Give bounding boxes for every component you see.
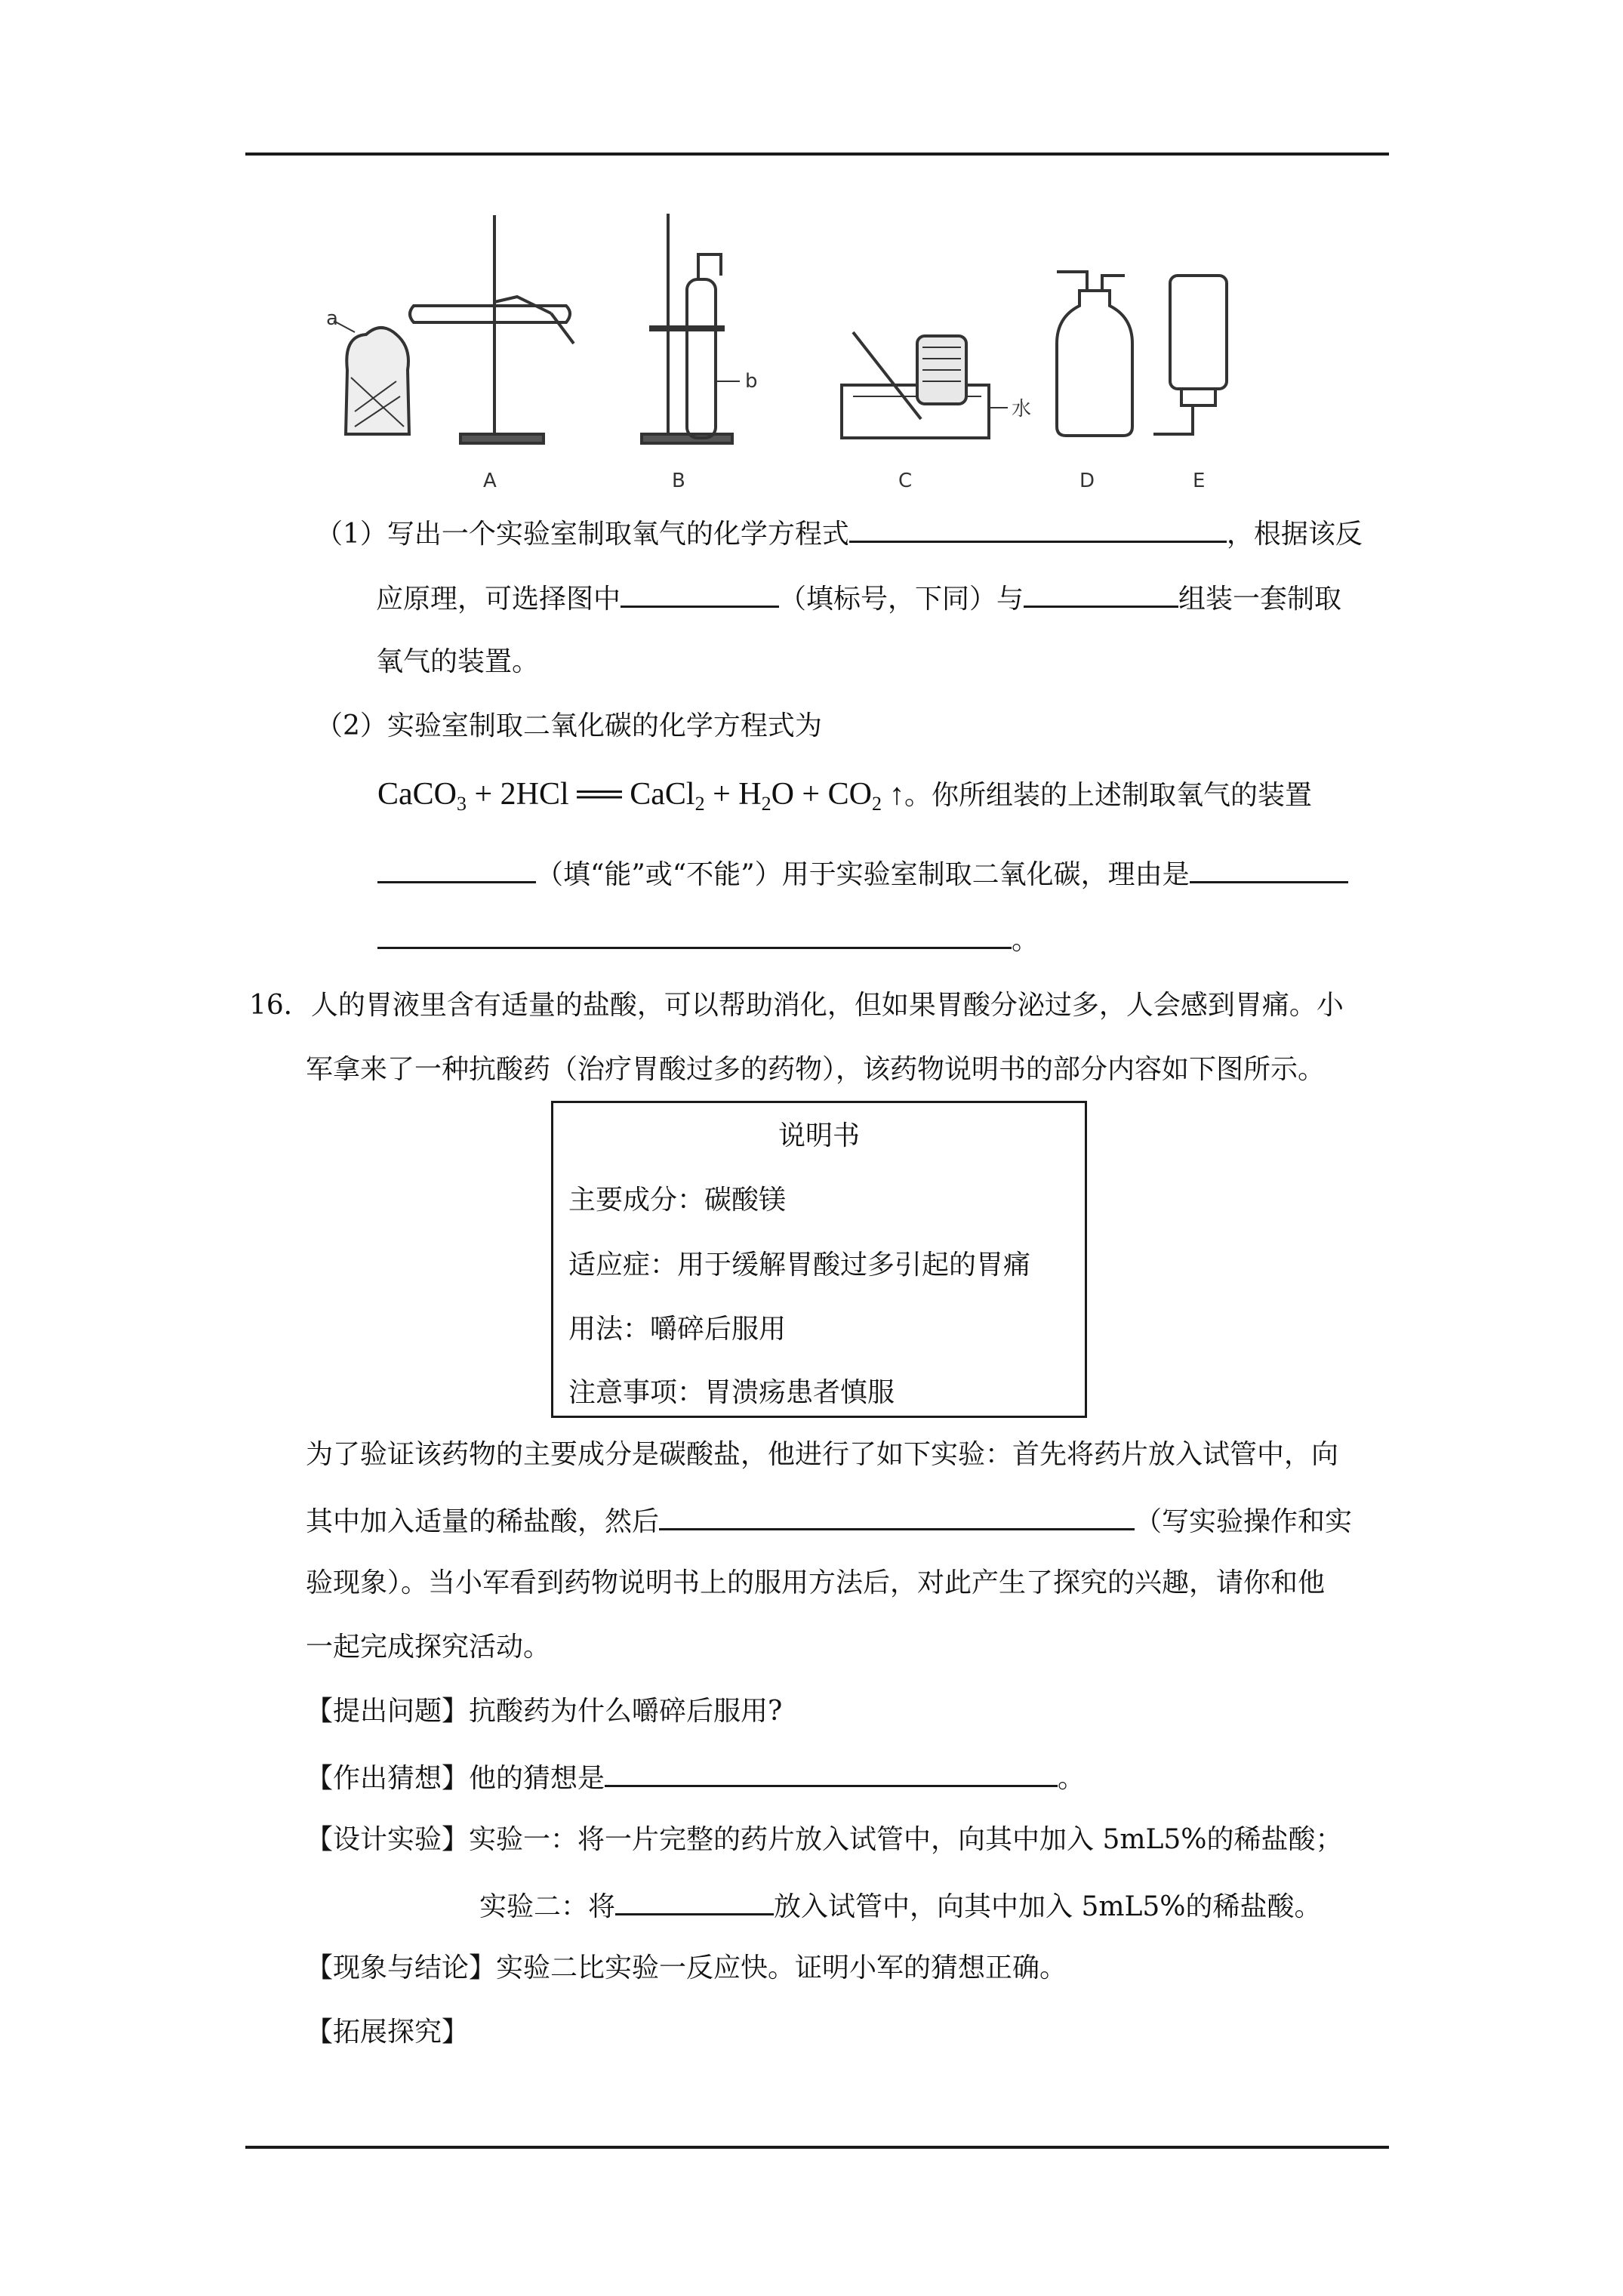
label-d: D bbox=[1079, 470, 1095, 492]
q15-part1-line2 bbox=[376, 580, 1341, 616]
q15-part2-line4 bbox=[377, 921, 1039, 957]
q15-part2-formula-line bbox=[377, 778, 1312, 821]
q16-p2 bbox=[306, 1502, 1352, 1539]
answer-blank-reason-1[interactable] bbox=[1190, 855, 1348, 883]
q16-hypothesis bbox=[306, 1759, 1085, 1795]
q15-part2-formula-tail: 。你所组装的上述制取氧气的装置 bbox=[904, 780, 1312, 811]
header-rule bbox=[245, 153, 1389, 156]
q16-hypothesis-text: 【作出猜想】他的猜想是 bbox=[306, 1763, 605, 1794]
q16-design1: 【设计实验】实验一：将一片完整的药片放入试管中，向其中加入 5mL5%的稀盐酸； bbox=[306, 1824, 1343, 1855]
q16-p1: 为了验证该药物的主要成分是碳酸盐，他进行了如下实验：首先将药片放入试管中，向 bbox=[306, 1439, 1339, 1470]
q16-question: 【提出问题】抗酸药为什么嚼碎后服用? bbox=[306, 1696, 783, 1727]
manual-title: 说明书 bbox=[778, 1120, 860, 1151]
label-b: B bbox=[672, 470, 685, 492]
manual-indication: 适应症：用于缓解胃酸过多引起的胃痛 bbox=[568, 1250, 1031, 1281]
q16-extension: 【拓展探究】 bbox=[306, 2017, 470, 2048]
q15-part1-line1 bbox=[316, 515, 1363, 551]
medicine-manual-box bbox=[551, 1101, 1087, 1418]
answer-blank-operation[interactable] bbox=[659, 1502, 1135, 1530]
q16-design2-text-b: 放入试管中，向其中加入 5mL5%的稀盐酸。 bbox=[774, 1891, 1322, 1922]
apparatus-a bbox=[334, 215, 574, 443]
q16-line2: 军拿来了一种抗酸药（治疗胃酸过多的药物），该药物说明书的部分内容如下图所示。 bbox=[306, 1054, 1326, 1085]
q15-part2-text-a: （填“能”或“不能”）用于实验室制取二氧化碳，理由是 bbox=[536, 859, 1190, 890]
q15-part1-text-c: 应原理，可选择图中 bbox=[376, 584, 621, 615]
apparatus-figure bbox=[325, 200, 1306, 495]
label-c: C bbox=[898, 470, 913, 492]
q16-p2-text-a: 其中加入适量的稀盐酸，然后 bbox=[306, 1506, 660, 1537]
q15-part1-text-e: 组装一套制取 bbox=[1178, 584, 1342, 615]
apparatus-d bbox=[1057, 272, 1132, 436]
answer-blank-experiment2[interactable] bbox=[615, 1888, 774, 1915]
q16-line1-text: 人的胃液里含有适量的盐酸，可以帮助消化，但如果胃酸分泌过多，人会感到胃痛。小 bbox=[310, 990, 1344, 1021]
apparatus-b bbox=[642, 214, 740, 443]
manual-usage: 用法：嚼碎后服用 bbox=[568, 1314, 787, 1345]
annotation-water: 水 bbox=[1012, 398, 1032, 421]
q16-number: 16． bbox=[249, 990, 311, 1021]
answer-blank-can-or-cannot[interactable] bbox=[377, 855, 536, 883]
chemical-equation: CaCO$_3$ + 2HCl ══ CaCl$_2$ + $H_2O + CO_2$ ↑ bbox=[377, 777, 904, 815]
q16-p2-text-b: （写实验操作和实 bbox=[1135, 1506, 1353, 1537]
q15-part2-line3 bbox=[377, 855, 1348, 892]
manual-caution: 注意事项：胃溃疡患者慎服 bbox=[568, 1377, 895, 1408]
label-e: E bbox=[1193, 470, 1206, 492]
q15-part1-text-d: （填标号，下同）与 bbox=[779, 584, 1024, 615]
q16-conclusion: 【现象与结论】实验二比实验一反应快。证明小军的猜想正确。 bbox=[306, 1952, 1067, 1983]
q16-design2-text-a: 实验二：将 bbox=[479, 1891, 616, 1922]
q16-design2 bbox=[479, 1888, 1322, 1924]
q15-part1-text-b: ，根据该反 bbox=[1226, 519, 1363, 550]
q15-part2-period: 。 bbox=[1012, 925, 1039, 956]
label-a: A bbox=[483, 470, 497, 492]
q16-p4: 一起完成探究活动。 bbox=[306, 1632, 551, 1663]
q16-p3: 验现象）。当小军看到药物说明书上的服用方法后，对此产生了探究的兴趣，请你和他 bbox=[306, 1567, 1326, 1598]
q16-line1 bbox=[249, 989, 1344, 1022]
answer-blank-apparatus-2[interactable] bbox=[1024, 580, 1178, 608]
answer-blank-apparatus-1[interactable] bbox=[621, 580, 779, 608]
answer-blank-reason-2[interactable] bbox=[377, 921, 1012, 949]
apparatus-c bbox=[842, 332, 1008, 438]
apparatus-e bbox=[1153, 276, 1227, 434]
q15-part1-text-a: （1）写出一个实验室制取氧气的化学方程式 bbox=[316, 519, 849, 550]
answer-blank-equation[interactable] bbox=[849, 515, 1227, 543]
q15-part2-line1: （2）实验室制取二氧化碳的化学方程式为 bbox=[316, 710, 822, 741]
answer-blank-hypothesis[interactable] bbox=[605, 1759, 1058, 1787]
footer-rule bbox=[245, 2146, 1389, 2149]
q15-part1-line3: 氧气的装置。 bbox=[376, 646, 540, 677]
annotation-b: b bbox=[745, 370, 758, 393]
manual-ingredient: 主要成分：碳酸镁 bbox=[568, 1185, 787, 1216]
annotation-a: a bbox=[326, 307, 338, 330]
q16-hypothesis-end: 。 bbox=[1058, 1763, 1086, 1794]
